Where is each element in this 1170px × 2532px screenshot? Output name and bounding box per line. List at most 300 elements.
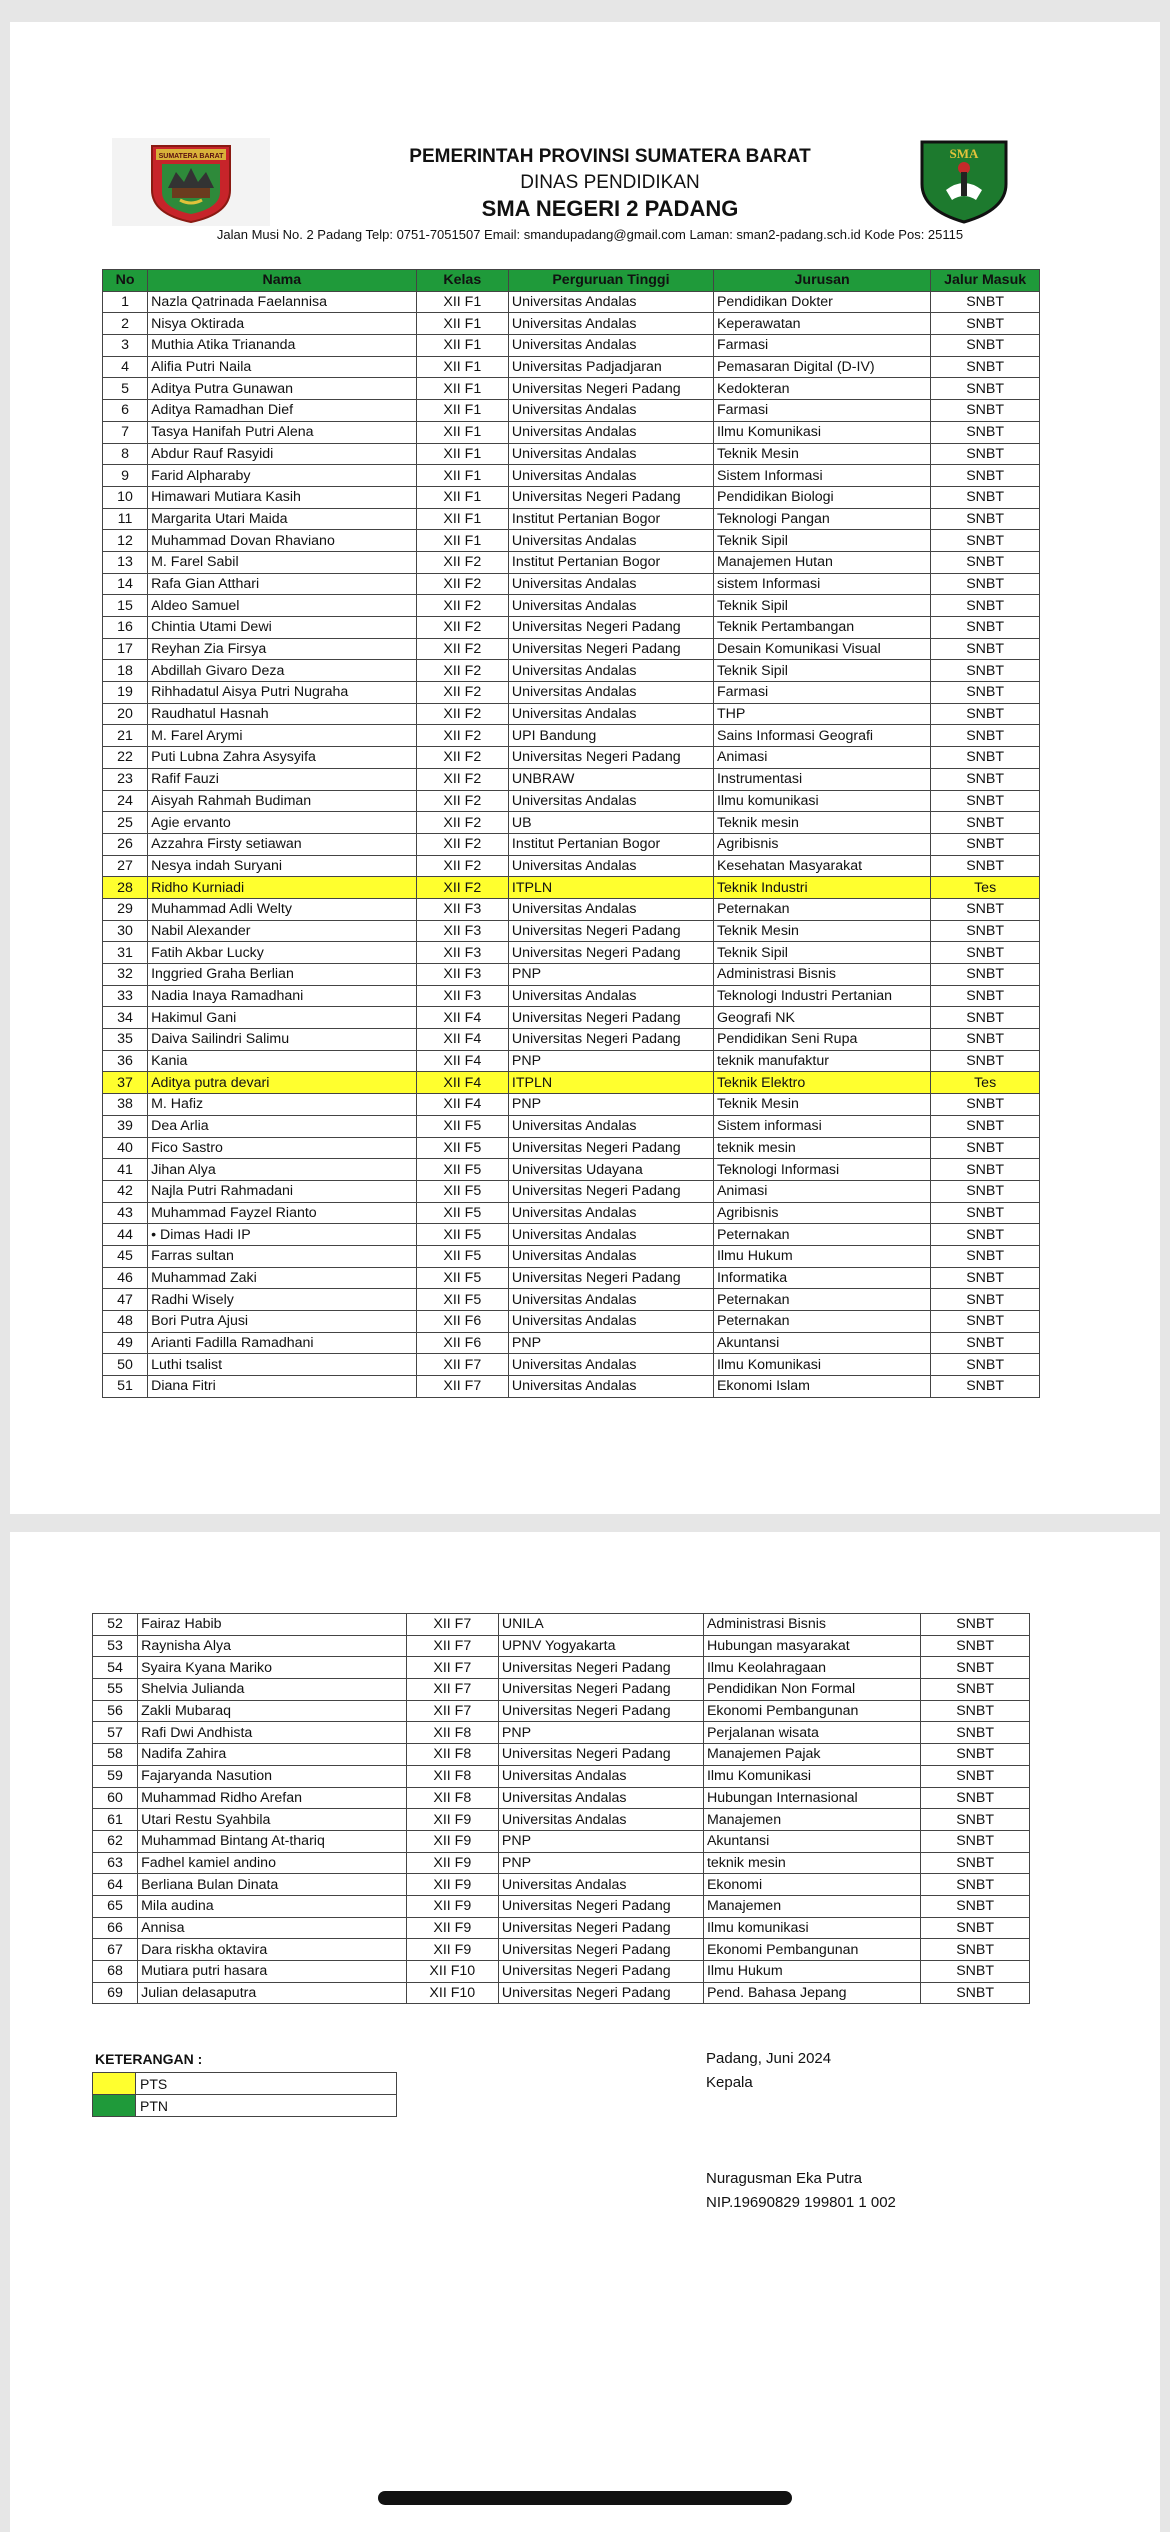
- cell-no: 36: [103, 1050, 148, 1072]
- cell-perguruan-tinggi: Universitas Andalas: [508, 682, 713, 704]
- cell-no: 51: [103, 1376, 148, 1398]
- cell-perguruan-tinggi: Universitas Negeri Padang: [498, 1895, 703, 1917]
- cell-kelas: XII F7: [416, 1354, 508, 1376]
- cell-jalur-masuk: SNBT: [931, 400, 1040, 422]
- cell-jalur-masuk: SNBT: [931, 855, 1040, 877]
- cell-no: 16: [103, 617, 148, 639]
- cell-perguruan-tinggi: Universitas Negeri Padang: [508, 1180, 713, 1202]
- cell-jalur-masuk: SNBT: [931, 964, 1040, 986]
- cell-kelas: XII F7: [406, 1679, 498, 1701]
- cell-jurusan: Teknologi Informasi: [713, 1159, 930, 1181]
- cell-perguruan-tinggi: Universitas Negeri Padang: [498, 1982, 703, 2004]
- cell-nama: Fairaz Habib: [138, 1614, 407, 1636]
- cell-nama: Aditya Putra Gunawan: [148, 378, 417, 400]
- cell-nama: Muhammad Bintang At-thariq: [138, 1830, 407, 1852]
- cell-perguruan-tinggi: PNP: [508, 964, 713, 986]
- cell-perguruan-tinggi: PNP: [508, 1050, 713, 1072]
- cell-perguruan-tinggi: Universitas Andalas: [508, 530, 713, 552]
- cell-jalur-masuk: SNBT: [931, 833, 1040, 855]
- cell-no: 47: [103, 1289, 148, 1311]
- cell-nama: Raynisha Alya: [138, 1635, 407, 1657]
- cell-kelas: XII F8: [406, 1765, 498, 1787]
- table-row: [93, 1809, 1030, 1831]
- cell-kelas: XII F2: [416, 617, 508, 639]
- cell-nama: Fatih Akbar Lucky: [148, 942, 417, 964]
- cell-nama: Muhammad Dovan Rhaviano: [148, 530, 417, 552]
- cell-perguruan-tinggi: Institut Pertanian Bogor: [508, 833, 713, 855]
- cell-jurusan: Pendidikan Biologi: [713, 486, 930, 508]
- cell-no: 54: [93, 1657, 138, 1679]
- cell-nama: Rafa Gian Atthari: [148, 573, 417, 595]
- cell-nama: Nesya indah Suryani: [148, 855, 417, 877]
- cell-kelas: XII F5: [416, 1137, 508, 1159]
- cell-kelas: XII F3: [416, 920, 508, 942]
- cell-nama: Muhammad Adli Welty: [148, 898, 417, 920]
- cell-no: 4: [103, 356, 148, 378]
- cell-kelas: XII F4: [416, 1029, 508, 1051]
- cell-jalur-masuk: SNBT: [931, 595, 1040, 617]
- table-row: [103, 1376, 1040, 1398]
- cell-nama: Bori Putra Ajusi: [148, 1311, 417, 1333]
- cell-perguruan-tinggi: Universitas Negeri Padang: [498, 1700, 703, 1722]
- table-row: [103, 335, 1040, 357]
- cell-nama: Muthia Atika Triananda: [148, 335, 417, 357]
- cell-no: 33: [103, 985, 148, 1007]
- cell-perguruan-tinggi: Institut Pertanian Bogor: [508, 551, 713, 573]
- cell-kelas: XII F9: [406, 1939, 498, 1961]
- col-header-jalur-masuk: Jalur Masuk: [931, 270, 1040, 292]
- table-row: [93, 1852, 1030, 1874]
- table-row: [103, 768, 1040, 790]
- cell-jurusan: teknik manufaktur: [713, 1050, 930, 1072]
- cell-nama: Utari Restu Syahbila: [138, 1809, 407, 1831]
- cell-no: 17: [103, 638, 148, 660]
- cell-jurusan: Teknik Mesin: [713, 1094, 930, 1116]
- table-row: [103, 1094, 1040, 1116]
- cell-perguruan-tinggi: Universitas Udayana: [508, 1159, 713, 1181]
- cell-jurusan: Sains Informasi Geografi: [713, 725, 930, 747]
- cell-kelas: XII F4: [416, 1007, 508, 1029]
- cell-no: 55: [93, 1679, 138, 1701]
- cell-jalur-masuk: SNBT: [921, 1744, 1030, 1766]
- student-table-page-2: [92, 1613, 1030, 2004]
- cell-kelas: XII F9: [406, 1874, 498, 1896]
- cell-nama: Shelvia Julianda: [138, 1679, 407, 1701]
- cell-jurusan: Ilmu Hukum: [703, 1961, 920, 1983]
- cell-jurusan: Geografi NK: [713, 1007, 930, 1029]
- col-header-jurusan: Jurusan: [713, 270, 930, 292]
- cell-perguruan-tinggi: Universitas Negeri Padang: [508, 1137, 713, 1159]
- cell-no: 10: [103, 486, 148, 508]
- cell-kelas: XII F2: [416, 660, 508, 682]
- cell-nama: Aditya Ramadhan Dief: [148, 400, 417, 422]
- table-row: [103, 1267, 1040, 1289]
- cell-jalur-masuk: SNBT: [931, 747, 1040, 769]
- cell-jalur-masuk: SNBT: [931, 660, 1040, 682]
- cell-perguruan-tinggi: Universitas Negeri Padang: [508, 1029, 713, 1051]
- cell-no: 42: [103, 1180, 148, 1202]
- cell-kelas: XII F10: [406, 1982, 498, 2004]
- table-row: [93, 1787, 1030, 1809]
- cell-jalur-masuk: SNBT: [931, 703, 1040, 725]
- cell-perguruan-tinggi: Universitas Negeri Padang: [508, 747, 713, 769]
- signature-name: Nuragusman Eka Putra: [706, 2170, 862, 2187]
- table-row: [103, 898, 1040, 920]
- cell-nama: Julian delasaputra: [138, 1982, 407, 2004]
- table-row: [103, 595, 1040, 617]
- cell-kelas: XII F5: [416, 1224, 508, 1246]
- cell-no: 45: [103, 1245, 148, 1267]
- cell-no: 29: [103, 898, 148, 920]
- cell-jalur-masuk: SNBT: [931, 617, 1040, 639]
- cell-nama: Aisyah Rahmah Budiman: [148, 790, 417, 812]
- cell-jurusan: Teknik Sipil: [713, 660, 930, 682]
- table-row: [103, 551, 1040, 573]
- table-row: [103, 833, 1040, 855]
- cell-kelas: XII F2: [416, 833, 508, 855]
- cell-jurusan: Farmasi: [713, 682, 930, 704]
- cell-jalur-masuk: SNBT: [931, 1332, 1040, 1354]
- table-row: [103, 486, 1040, 508]
- cell-perguruan-tinggi: Universitas Andalas: [508, 595, 713, 617]
- cell-jalur-masuk: SNBT: [931, 898, 1040, 920]
- table-row: [103, 985, 1040, 1007]
- cell-jurusan: Teknik Mesin: [713, 920, 930, 942]
- cell-jurusan: Ilmu Hukum: [713, 1245, 930, 1267]
- home-indicator[interactable]: [378, 2491, 792, 2505]
- cell-jalur-masuk: SNBT: [931, 573, 1040, 595]
- cell-kelas: XII F1: [416, 508, 508, 530]
- table-row: [93, 1700, 1030, 1722]
- cell-kelas: XII F5: [416, 1245, 508, 1267]
- cell-kelas: XII F3: [416, 985, 508, 1007]
- table-row: [93, 1982, 1030, 2004]
- cell-perguruan-tinggi: Universitas Andalas: [508, 855, 713, 877]
- table-row: [103, 920, 1040, 942]
- cell-kelas: XII F1: [416, 400, 508, 422]
- cell-jalur-masuk: SNBT: [921, 1765, 1030, 1787]
- cell-jurusan: Ilmu komunikasi: [713, 790, 930, 812]
- cell-jalur-masuk: SNBT: [931, 356, 1040, 378]
- cell-jalur-masuk: SNBT: [921, 1852, 1030, 1874]
- cell-no: 57: [93, 1722, 138, 1744]
- table-row: [103, 964, 1040, 986]
- legend-swatch-ptn: [93, 2095, 136, 2117]
- cell-nama: Aditya putra devari: [148, 1072, 417, 1094]
- cell-nama: Mila audina: [138, 1895, 407, 1917]
- cell-no: 61: [93, 1809, 138, 1831]
- cell-jurusan: Ilmu Komunikasi: [713, 421, 930, 443]
- cell-jurusan: Perjalanan wisata: [703, 1722, 920, 1744]
- table-row: [103, 573, 1040, 595]
- cell-kelas: XII F1: [416, 356, 508, 378]
- cell-nama: Arianti Fadilla Ramadhani: [148, 1332, 417, 1354]
- cell-nama: Agie ervanto: [148, 812, 417, 834]
- cell-nama: Zakli Mubaraq: [138, 1700, 407, 1722]
- cell-perguruan-tinggi: ITPLN: [508, 877, 713, 899]
- cell-no: 15: [103, 595, 148, 617]
- cell-no: 37: [103, 1072, 148, 1094]
- cell-no: 60: [93, 1787, 138, 1809]
- cell-no: 59: [93, 1765, 138, 1787]
- cell-nama: Inggried Graha Berlian: [148, 964, 417, 986]
- signature-role: Kepala: [706, 2074, 753, 2091]
- cell-jalur-masuk: SNBT: [931, 1245, 1040, 1267]
- cell-no: 12: [103, 530, 148, 552]
- cell-kelas: XII F9: [406, 1917, 498, 1939]
- student-table-page-1: [102, 269, 1040, 1398]
- cell-nama: Rafif Fauzi: [148, 768, 417, 790]
- cell-nama: Hakimul Gani: [148, 1007, 417, 1029]
- cell-no: 6: [103, 400, 148, 422]
- cell-nama: Abdur Rauf Rasyidi: [148, 443, 417, 465]
- cell-jalur-masuk: SNBT: [921, 1939, 1030, 1961]
- table-row: [103, 421, 1040, 443]
- cell-jalur-masuk: SNBT: [931, 1180, 1040, 1202]
- cell-kelas: XII F8: [406, 1722, 498, 1744]
- col-header-nama: Nama: [148, 270, 417, 292]
- table-row: [103, 1224, 1040, 1246]
- cell-jalur-masuk: Tes: [931, 877, 1040, 899]
- legend-title: KETERANGAN :: [95, 2051, 203, 2067]
- cell-nama: Muhammad Zaki: [148, 1267, 417, 1289]
- cell-kelas: XII F9: [406, 1809, 498, 1831]
- cell-jurusan: Peternakan: [713, 1311, 930, 1333]
- cell-jalur-masuk: SNBT: [931, 1354, 1040, 1376]
- cell-kelas: XII F2: [416, 573, 508, 595]
- table-row: [103, 1115, 1040, 1137]
- cell-no: 1: [103, 291, 148, 313]
- cell-nama: Fadhel kamiel andino: [138, 1852, 407, 1874]
- cell-jurusan: Agribisnis: [713, 1202, 930, 1224]
- cell-jalur-masuk: SNBT: [921, 1657, 1030, 1679]
- cell-jurusan: Keperawatan: [713, 313, 930, 335]
- cell-jalur-masuk: SNBT: [931, 1159, 1040, 1181]
- table-row: [103, 1007, 1040, 1029]
- cell-perguruan-tinggi: Universitas Andalas: [498, 1809, 703, 1831]
- cell-nama: Farid Alpharaby: [148, 465, 417, 487]
- cell-perguruan-tinggi: Universitas Negeri Padang: [508, 617, 713, 639]
- cell-jalur-masuk: SNBT: [931, 942, 1040, 964]
- cell-kelas: XII F9: [406, 1852, 498, 1874]
- cell-no: 43: [103, 1202, 148, 1224]
- table-row: [93, 1679, 1030, 1701]
- cell-kelas: XII F10: [406, 1961, 498, 1983]
- cell-perguruan-tinggi: Universitas Negeri Padang: [498, 1961, 703, 1983]
- cell-kelas: XII F2: [416, 682, 508, 704]
- cell-no: 20: [103, 703, 148, 725]
- cell-no: 56: [93, 1700, 138, 1722]
- cell-kelas: XII F7: [406, 1614, 498, 1636]
- cell-jalur-masuk: SNBT: [921, 1917, 1030, 1939]
- cell-jalur-masuk: SNBT: [931, 421, 1040, 443]
- cell-perguruan-tinggi: Universitas Andalas: [498, 1765, 703, 1787]
- cell-kelas: XII F9: [406, 1830, 498, 1852]
- table-row: [103, 617, 1040, 639]
- cell-jalur-masuk: SNBT: [931, 1050, 1040, 1072]
- cell-kelas: XII F3: [416, 964, 508, 986]
- sumatera-barat-logo: [112, 138, 270, 226]
- legend-table: [92, 2072, 397, 2117]
- table-row: [103, 942, 1040, 964]
- cell-jalur-masuk: SNBT: [921, 1635, 1030, 1657]
- cell-no: 46: [103, 1267, 148, 1289]
- cell-jurusan: Agribisnis: [713, 833, 930, 855]
- cell-no: 31: [103, 942, 148, 964]
- table-row: [103, 291, 1040, 313]
- cell-perguruan-tinggi: PNP: [498, 1830, 703, 1852]
- cell-kelas: XII F2: [416, 790, 508, 812]
- cell-jalur-masuk: SNBT: [921, 1614, 1030, 1636]
- cell-kelas: XII F2: [416, 855, 508, 877]
- cell-kelas: XII F3: [416, 942, 508, 964]
- cell-jurusan: Administrasi Bisnis: [703, 1614, 920, 1636]
- cell-jurusan: Informatika: [713, 1267, 930, 1289]
- cell-kelas: XII F5: [416, 1159, 508, 1181]
- cell-nama: Margarita Utari Maida: [148, 508, 417, 530]
- cell-no: 34: [103, 1007, 148, 1029]
- cell-no: 14: [103, 573, 148, 595]
- cell-jalur-masuk: SNBT: [931, 1094, 1040, 1116]
- table-row: [103, 1289, 1040, 1311]
- cell-no: 11: [103, 508, 148, 530]
- cell-kelas: XII F2: [416, 747, 508, 769]
- table-row: [103, 1180, 1040, 1202]
- cell-kelas: XII F1: [416, 421, 508, 443]
- table-row: [103, 400, 1040, 422]
- cell-jurusan: Teknologi Pangan: [713, 508, 930, 530]
- cell-nama: Radhi Wisely: [148, 1289, 417, 1311]
- cell-kelas: XII F7: [406, 1700, 498, 1722]
- cell-jurusan: teknik mesin: [703, 1852, 920, 1874]
- cell-jalur-masuk: SNBT: [931, 530, 1040, 552]
- cell-kelas: XII F1: [416, 530, 508, 552]
- cell-perguruan-tinggi: Universitas Andalas: [508, 703, 713, 725]
- cell-kelas: XII F4: [416, 1050, 508, 1072]
- svg-text:SMA: SMA: [949, 146, 979, 161]
- cell-jalur-masuk: SNBT: [931, 443, 1040, 465]
- signature-nip: NIP.19690829 199801 1 002: [706, 2194, 896, 2211]
- cell-no: 2: [103, 313, 148, 335]
- cell-perguruan-tinggi: PNP: [508, 1094, 713, 1116]
- cell-no: 5: [103, 378, 148, 400]
- table-row: [93, 1961, 1030, 1983]
- cell-jurusan: Farmasi: [713, 335, 930, 357]
- cell-no: 7: [103, 421, 148, 443]
- table-row: [103, 356, 1040, 378]
- table-row: [93, 1722, 1030, 1744]
- cell-jalur-masuk: SNBT: [931, 682, 1040, 704]
- cell-kelas: XII F7: [406, 1635, 498, 1657]
- cell-jurusan: teknik mesin: [713, 1137, 930, 1159]
- cell-nama: Alifia Putri Naila: [148, 356, 417, 378]
- cell-kelas: XII F5: [416, 1202, 508, 1224]
- cell-nama: Abdillah Givaro Deza: [148, 660, 417, 682]
- table-row: [103, 790, 1040, 812]
- table-row: [103, 725, 1040, 747]
- cell-perguruan-tinggi: Universitas Negeri Padang: [508, 486, 713, 508]
- cell-perguruan-tinggi: Universitas Andalas: [508, 400, 713, 422]
- cell-perguruan-tinggi: Universitas Andalas: [508, 985, 713, 1007]
- cell-no: 66: [93, 1917, 138, 1939]
- cell-jalur-masuk: SNBT: [921, 1679, 1030, 1701]
- cell-perguruan-tinggi: UNILA: [498, 1614, 703, 1636]
- cell-nama: M. Farel Sabil: [148, 551, 417, 573]
- cell-jurusan: THP: [713, 703, 930, 725]
- cell-nama: Rihhadatul Aisya Putri Nugraha: [148, 682, 417, 704]
- cell-jurusan: Animasi: [713, 1180, 930, 1202]
- cell-perguruan-tinggi: Universitas Andalas: [508, 1245, 713, 1267]
- cell-perguruan-tinggi: Universitas Andalas: [508, 1202, 713, 1224]
- cell-kelas: XII F2: [416, 725, 508, 747]
- legend-row-ptn: [93, 2095, 397, 2117]
- cell-no: 13: [103, 551, 148, 573]
- cell-perguruan-tinggi: Universitas Andalas: [498, 1787, 703, 1809]
- cell-kelas: XII F2: [416, 638, 508, 660]
- cell-perguruan-tinggi: Universitas Andalas: [508, 421, 713, 443]
- table-row: [103, 465, 1040, 487]
- cell-nama: Rafi Dwi Andhista: [138, 1722, 407, 1744]
- cell-kelas: XII F1: [416, 486, 508, 508]
- cell-kelas: XII F4: [416, 1094, 508, 1116]
- cell-nama: Raudhatul Hasnah: [148, 703, 417, 725]
- cell-jalur-masuk: SNBT: [931, 812, 1040, 834]
- table-row: [93, 1830, 1030, 1852]
- cell-kelas: XII F1: [416, 378, 508, 400]
- cell-kelas: XII F7: [406, 1657, 498, 1679]
- cell-nama: Annisa: [138, 1917, 407, 1939]
- table-row: [93, 1939, 1030, 1961]
- cell-no: 69: [93, 1982, 138, 2004]
- cell-jurusan: Manajemen Pajak: [703, 1744, 920, 1766]
- table-row: [103, 703, 1040, 725]
- cell-jalur-masuk: SNBT: [921, 1700, 1030, 1722]
- table-row: [103, 1354, 1040, 1376]
- cell-perguruan-tinggi: Universitas Negeri Padang: [508, 1267, 713, 1289]
- cell-nama: Fico Sastro: [148, 1137, 417, 1159]
- table-row: [103, 530, 1040, 552]
- cell-kelas: XII F3: [416, 898, 508, 920]
- cell-kelas: XII F1: [416, 313, 508, 335]
- cell-jurusan: Hubungan Internasional: [703, 1787, 920, 1809]
- cell-jalur-masuk: SNBT: [931, 790, 1040, 812]
- cell-kelas: XII F6: [416, 1332, 508, 1354]
- cell-no: 8: [103, 443, 148, 465]
- cell-jalur-masuk: SNBT: [931, 313, 1040, 335]
- cell-jalur-masuk: SNBT: [931, 1029, 1040, 1051]
- legend-label-ptn: PTN: [136, 2095, 397, 2117]
- cell-no: 52: [93, 1614, 138, 1636]
- table-row: [93, 1895, 1030, 1917]
- cell-nama: Jihan Alya: [148, 1159, 417, 1181]
- cell-no: 63: [93, 1852, 138, 1874]
- cell-jalur-masuk: SNBT: [931, 335, 1040, 357]
- cell-no: 62: [93, 1830, 138, 1852]
- cell-kelas: XII F2: [416, 768, 508, 790]
- cell-jalur-masuk: SNBT: [921, 1722, 1030, 1744]
- cell-nama: Tasya Hanifah Putri Alena: [148, 421, 417, 443]
- cell-jalur-masuk: SNBT: [931, 920, 1040, 942]
- cell-perguruan-tinggi: Universitas Negeri Padang: [508, 942, 713, 964]
- cell-no: 64: [93, 1874, 138, 1896]
- cell-no: 40: [103, 1137, 148, 1159]
- header-agency: DINAS PENDIDIKAN: [520, 172, 700, 193]
- cell-perguruan-tinggi: Universitas Andalas: [508, 1311, 713, 1333]
- cell-jurusan: Kedokteran: [713, 378, 930, 400]
- cell-perguruan-tinggi: ITPLN: [508, 1072, 713, 1094]
- cell-kelas: XII F5: [416, 1267, 508, 1289]
- cell-no: 50: [103, 1354, 148, 1376]
